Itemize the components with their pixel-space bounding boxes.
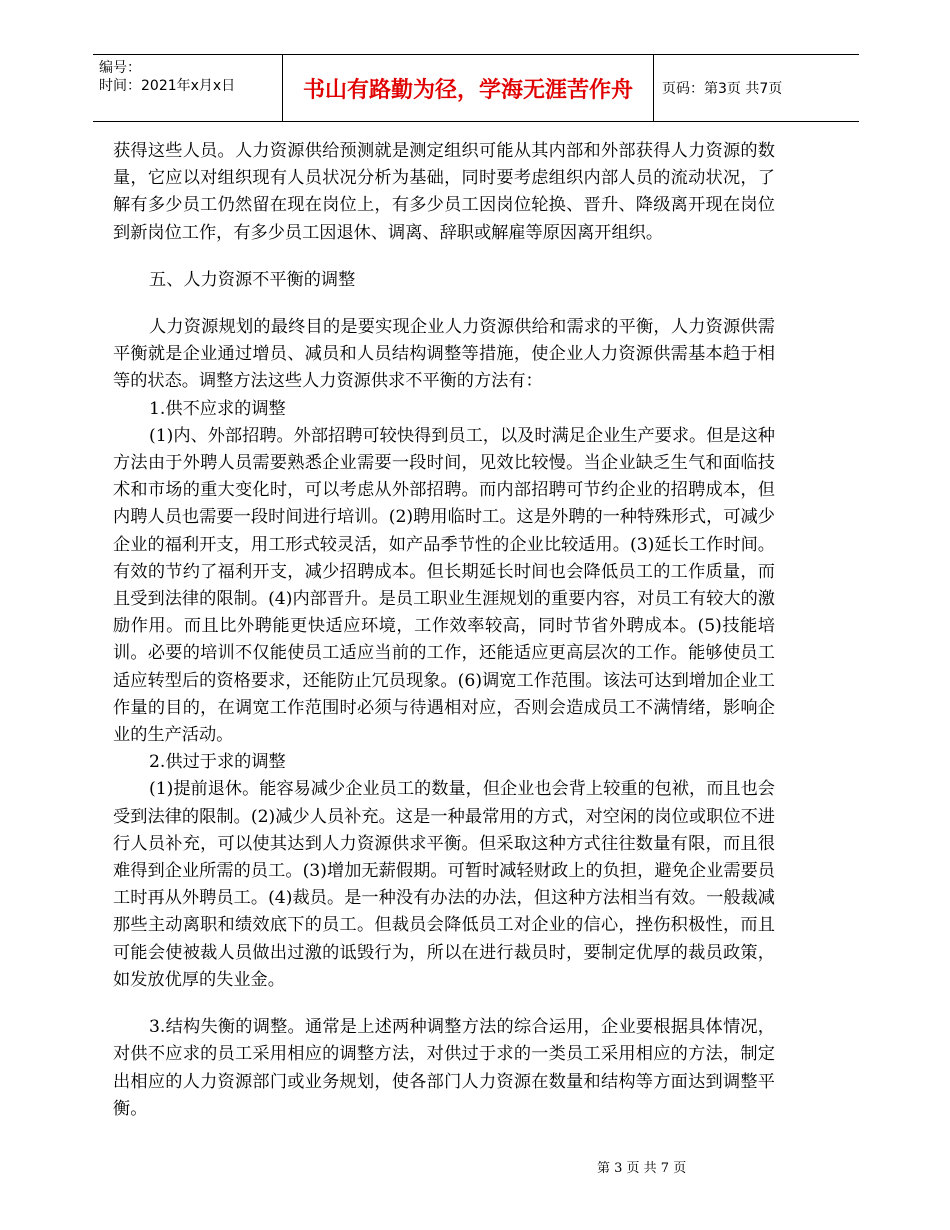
subheading-shortage: 1.供不应求的调整 <box>149 398 286 419</box>
time-label: 时间：2021年x月x日 <box>99 78 236 94</box>
document-body <box>113 138 775 1123</box>
header-meta <box>93 55 283 121</box>
subheading-surplus: 2.供过于求的调整 <box>149 752 286 773</box>
paragraph-balance-intro: 人力资源规划的最终目的是要实现企业人力资源供给和需求的平衡，人力资源供需平衡就是企业通过增员、减员和人员结构调整等措施，使企业人力资源供需基本趋于相等的状态。调整方法这些人力资源供求不平衡的方法有： <box>113 317 775 392</box>
paragraph-surplus-methods: (1)提前退休。能容易减少企业员工的数量，但企业也会背上较重的包袱，而且也会受到法律的限制。(2)减少人员补充。这是一种最常用的方式，对空闲的岗位或职位不进行人员补充，可以使其达到人力资源供求平衡。但采取这种方式往往数量有限，而且很难得到企业所需的员工。(3)增加无薪假期。可暂时减轻财政上的负担，避免企业需要员工时再从外聘员工。(4)裁员。是一种没有办法的办法，但这种方法相当有效。一般裁减那些主动离职和绩效底下的员工。但裁员会降低员工对企业的信心，挫伤积极性，而且可能会使被裁人员做出过激的诋毁行为，所以在进行裁员时，要制定优厚的裁员政策，如发放优厚的失业金。 <box>113 779 775 990</box>
header-motto: 书山有路勤为径，学海无涯苦作舟 <box>283 55 654 121</box>
paragraph-structural-imbalance: 3.结构失衡的调整。通常是上述两种调整方法的综合运用，企业要根据具体情况，对供不应求的员工采用相应的调整方法，对供过于求的一类员工采用相应的方法，制定出相应的人力资源部门或业务规划，使各部门人力资源在数量和结构等方面达到调整平衡。 <box>113 1017 775 1119</box>
paragraph-supply-forecast: 获得这些人员。人力资源供给预测就是测定组织可能从其内部和外部获得人力资源的数量，它应以对组织现有人员状况分析为基础，同时要考虑组织内部人员的流动状况，了解有多少员工仍然留在现在岗位上，有多少员工因岗位轮换、晋升、降级离开现在岗位到新岗位工作，有多少员工因退休、调离、辞职或解雇等原因离开组织。 <box>113 141 775 243</box>
section-heading-imbalance: 五、人力资源不平衡的调整 <box>149 269 356 290</box>
paragraph-shortage-methods: (1)内、外部招聘。外部招聘可较快得到员工，以及时满足企业生产要求。但是这种方法由于外聘人员需要熟悉企业需要一段时间，见效比较慢。当企业缺乏生气和面临技术和市场的重大变化时，可以考虑从外部招聘。而内部招聘可节约企业的招聘成本，但内聘人员也需要一段时间进行培训。(2)聘用临时工。这是外聘的一种特殊形式，可减少企业的福利开支，用工形式较灵活，如产品季节性的企业比较适用。(3)延长工作时间。有效的节约了福利开支，减少招聘成本。但长期延长时间也会降低员工的工作质量，而且受到法律的限制。(4)内部晋升。是员工职业生涯规划的重要内容，对员工有较大的激励作用。而且比外聘能更快适应环境，工作效率较高，同时节省外聘成本。(5)技能培训。必要的培训不仅能使员工适应当前的工作，还能适应更高层次的工作。能够使员工适应转型后的资格要求，还能防止冗员现象。(6)调宽工作范围。该法可达到增加企业工作量的目的，在调宽工作范围时必须与待遇相对应，否则会造成员工不满情绪，影响企业的生产活动。 <box>113 425 775 746</box>
page-footer: 第 3 页 共 7 页 <box>597 1161 687 1176</box>
page-header <box>93 54 859 122</box>
number-label: 编号： <box>99 60 141 76</box>
header-page-code: 页码：第3页 共7页 <box>662 81 783 97</box>
